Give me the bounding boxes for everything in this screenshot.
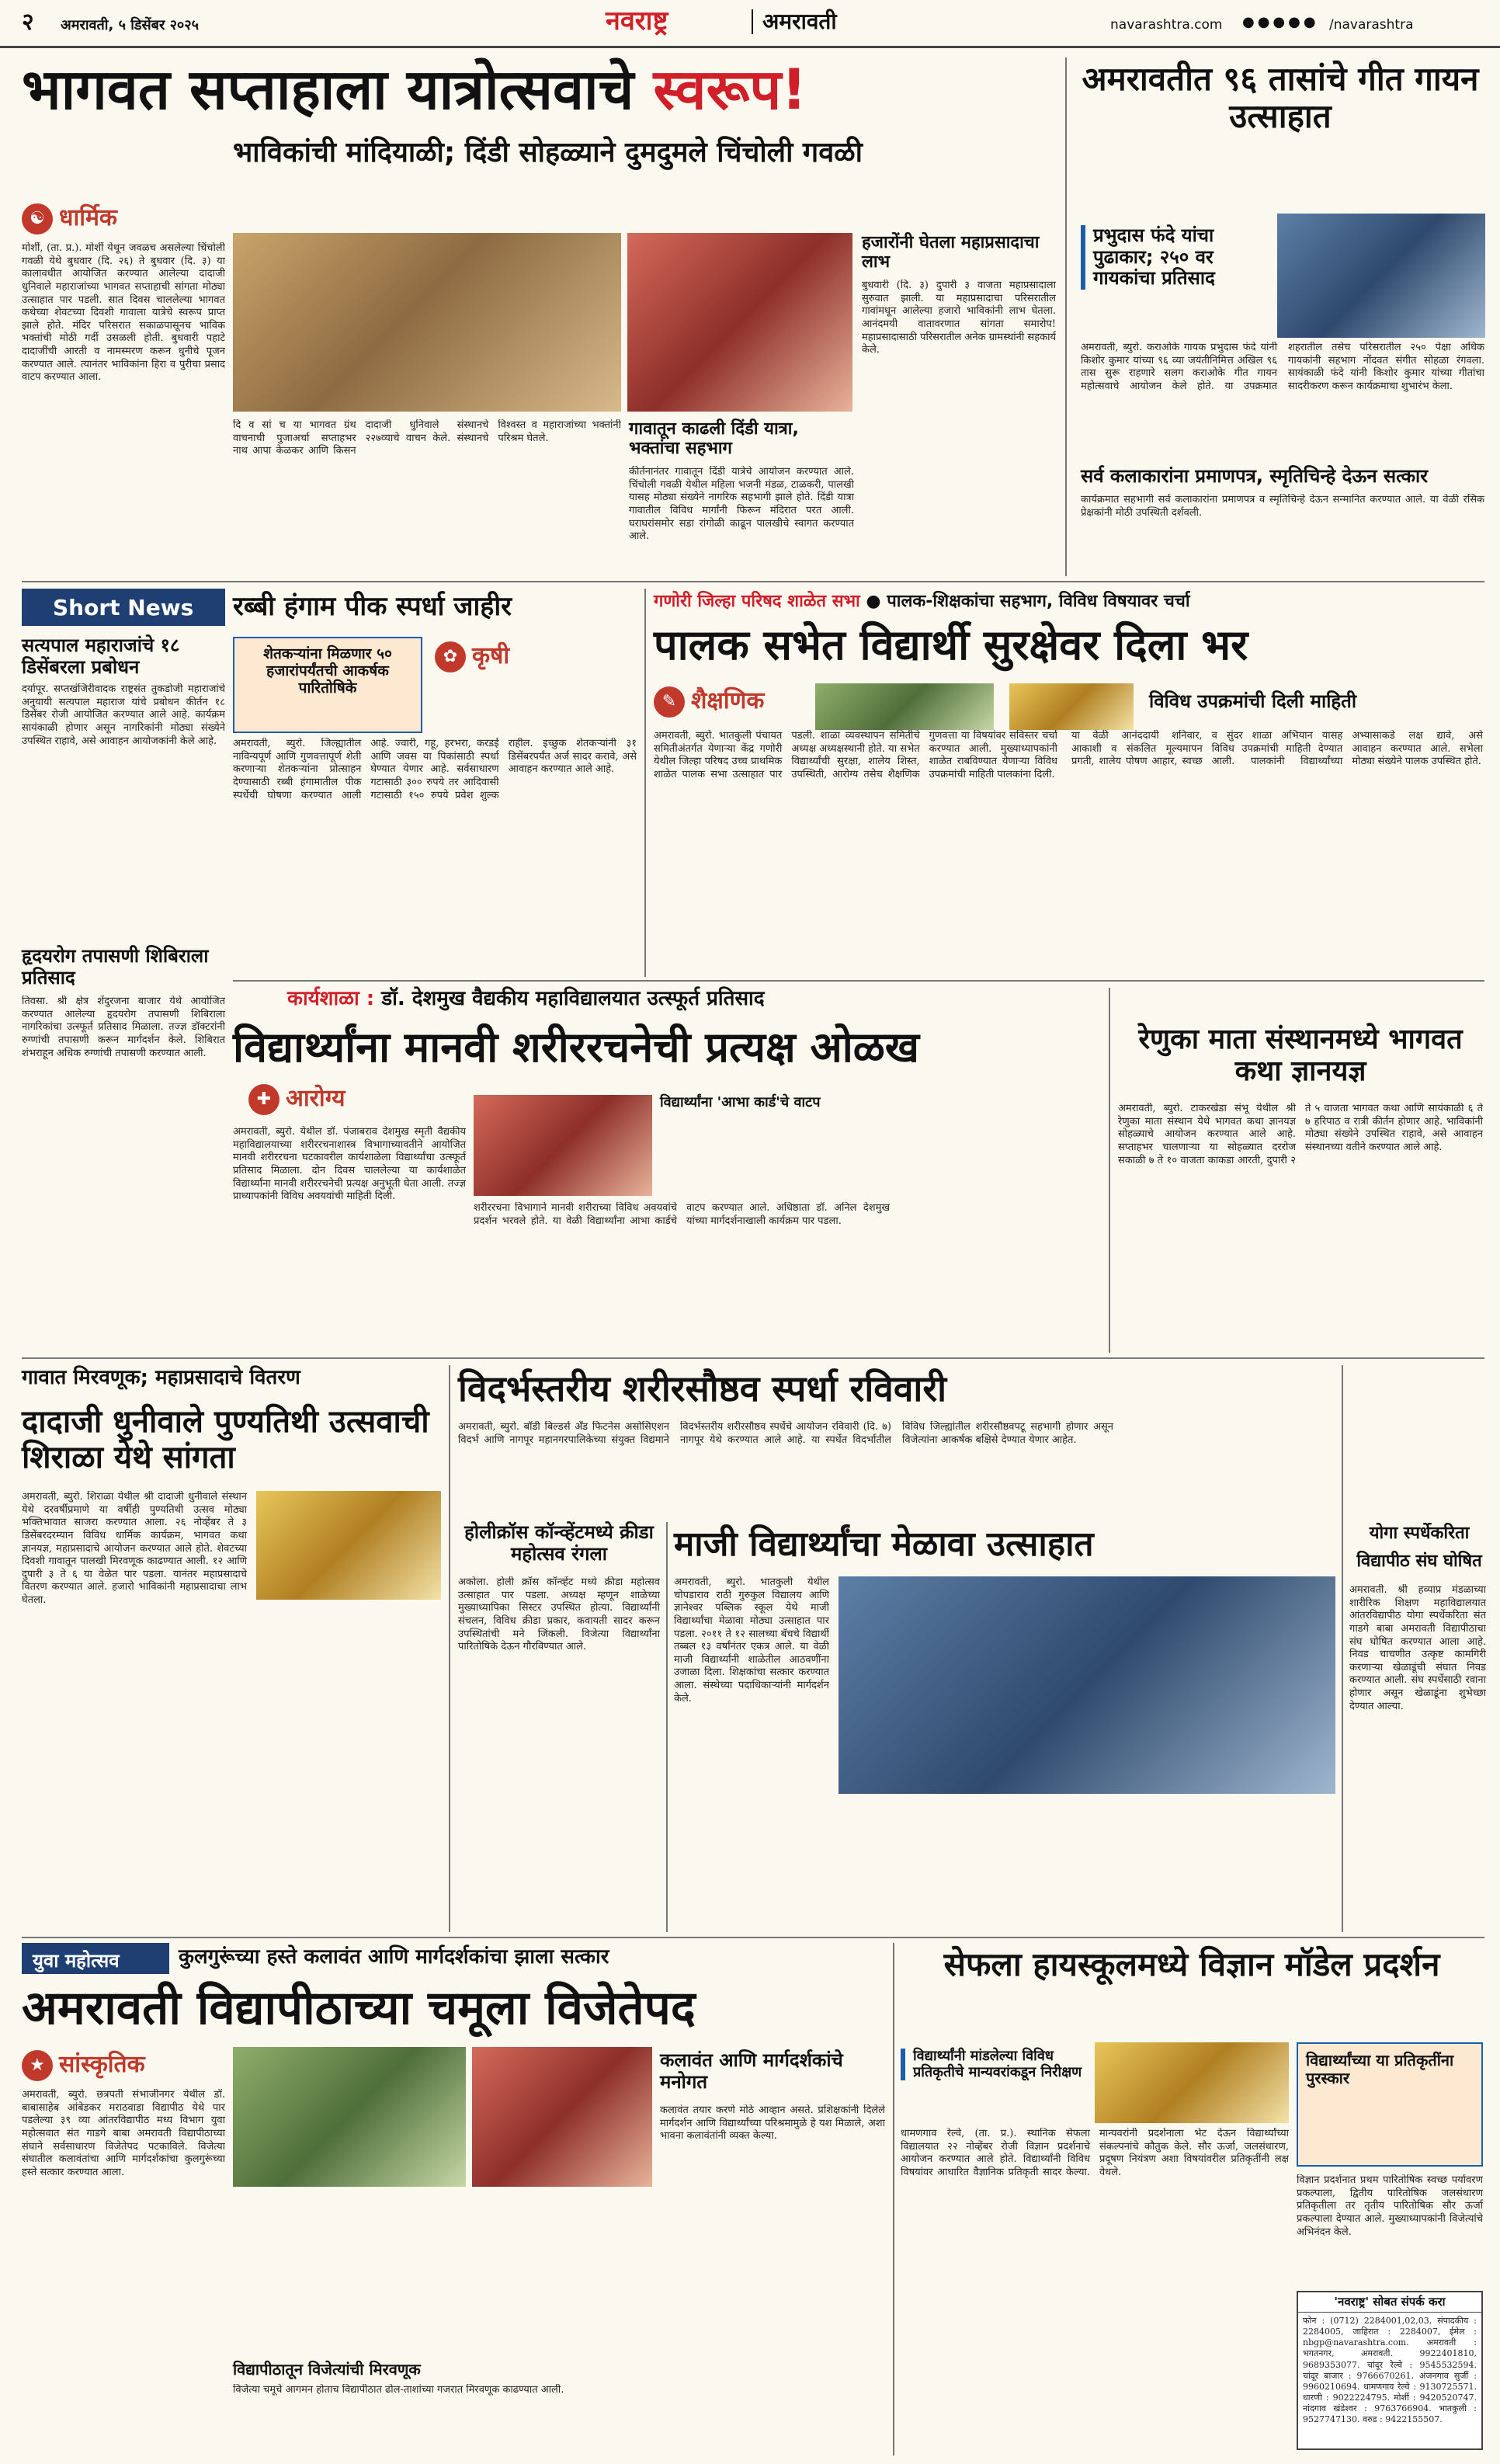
social-icons[interactable]: ●●●●● [1242,14,1319,30]
page-number: २ [22,9,34,36]
agri-body: अमरावती, ब्युरो. जिल्ह्यातील नाविन्यपूर्ण आणि गुणवत्तापूर्ण शेती करणाऱ्या शेतकऱ्यांना प्रोत्साहन देण्यासाठी रब्बी हंगामातील पीक स्पर्धेची घोषणा करण्यात आली आहे. ज्वारी, गहू, हरभरा, करडई आणि जवस या पिकांसाठी स्पर्धा घेण्यात येणार आहे. सर्वसाधारण गटासाठी ३०० रुपये तर आदिवासी गटासाठी १५० रुपये प्रवेश शुल्क राहील. इच्छुक शेतकऱ्यांनी ३१ डिसेंबरपर्यंत अर्ज सादर करावे, असे आवाहन करण्यात आले आहे. [233,738,637,801]
yuva-body-cont [233,2196,652,2351]
alumni-body-2 [839,1800,1335,1926]
agri-headline: रब्बी हंगाम पीक स्पर्धा जाहीर [233,591,512,622]
yuva-body: अमरावती, ब्युरो. छत्रपती संभाजीनगर येथील डॉ. बाबासाहेब आंबेडकर मराठवाडा विद्यापीठ येथे पार पडलेल्या ३९ व्या आंतरविद्यापीठ मध्य विभाग युवा महोत्सवात संत गाडगे बाबा अमरावती विद्यापीठाच्या संघाने सर्वसाधारण विजेतेपद पटकाविले. विजेत्या संघातील कलावंतांचा आणि मार्गदर्शकांचा कुलगुरूंच्या हस्ते सत्कार करण्यात आला. [22,2089,225,2178]
yuva-sub2-body: विजेत्या चमूचे आगमन होताच विद्यापीठात ढोल-ताशांच्या गजरात मिरवणूक काढण्यात आली. [233,2384,564,2396]
yuva-sub-body: कलावंत तयार करणे मोठे आव्हान असते. प्रशिक्षकांनी दिलेले मार्गदर्शन आणि विद्यार्थ्यांच्या परिश्रमामुळे हे यश मिळाले, अशा भावना कलावंतांनी व्यक्त केल्या. [660,2104,885,2143]
music-body: अमरावती, ब्युरो. कराओके गायक प्रभुदास फंदे यांनी किशोर कुमार यांच्या ९६ व्या जयंतीनिमित्त अखिल ९६ तास सुरू राहणारे सलग कराओके गीत गायन महोत्सवाचे आयोजन केले होते. या उपक्रमात शहरातील तसेच परिसरातील २५० पेक्षा अधिक गायकांनी सहभाग नोंदवत संगीत सोहळा रंगवला. सायंकाळी फंदे यांनी किशोर कुमार यांच्या गीतांचा सादरीकरण करून कार्यक्रमाचा शुभारंभ केला. [1081,342,1484,392]
lead-headline-main: भागवत सप्ताहाला यात्रोत्सवाचे [22,57,634,122]
short-news-text: Short News [53,595,194,620]
lead-subhead: भाविकांची मांदियाळी; दिंडी सोहळ्याने दुमदुमले चिंचोली गवळी [233,137,863,169]
holicross-headline: होलीक्रॉस कॉन्व्हेंटमध्ये क्रीडा महोत्सव रंगला [464,1521,654,1565]
yoga-kicker: योगा स्पर्धेकरिता [1369,1524,1470,1543]
renuka-body: अमरावती, ब्युरो. टाकरखेडा संभू येथील श्री रेणुका माता संस्थान येथे भागवत कथा ज्ञानयज्ञ सोहळ्याचे आयोजन करण्यात आले आहे. सप्ताहभर चालणाऱ्या या सोहळ्यात दररोज सकाळी ७ ते १० वाजता काकडा आरती, दुपारी २ ते ५ वाजता भागवत कथा आणि सायंकाळी ६ ते ७ हरिपाठ व रात्री कीर्तन होणार आहे. भाविकांनी मोठ्या संख्येने उपस्थित राहावे, असे आवाहन संस्थानच्या वतीने करण्यात आले आहे. [1118,1103,1483,1166]
edu-sub: विविध उपक्रमांची दिली माहिती [1149,690,1357,712]
sefla-body-2: विज्ञान प्रदर्शनात प्रथम पारितोषिक स्वच्छ पर्यावरण प्रकल्पाला, द्वितीय पारितोषिक जलसंधारण प्रतिकृतीला तर तृतीय पारितोषिक सौर ऊर्जा प्रकल्पाला देण्यात आले. मुख्याध्यापकांनी विजेत्यांचे अभिनंदन केले. [1297,2174,1483,2238]
sefla-photo [1095,2042,1289,2123]
yuva-photo-2 [472,2047,652,2187]
edition-city: अमरावती [752,9,837,34]
short-news-1-body: दर्यापूर. सप्तखंजिरीवादक राष्ट्रसंत तुकडोजी महाराजांचे अनुयायी सत्यपाल महाराज यांचे प्रबोधन कीर्तन १८ डिसेंबर रोजी आयोजित करण्यात आले आहे. कार्यक्रम सायंकाळी होणार असून नागरिकांनी मोठ्या संख्येने उपस्थित राहावे, असे आवाहन आयोजकांनी केले आहे. [22,683,225,747]
lead-sub1-body: कीर्तनानंतर गावातून दिंडी यात्रेचे आयोजन करण्यात आले. चिंचोली गवळी येथील महिला भजनी मंडळ, टाळकरी, पालखी यासह मोठ्या संख्येने नागरिक सहभागी झाले होते. दिंडी यात्रा गावातील विविध मार्गांनी फिरून मंदिरात परत आली. घराघरांसमोर सडा रांगोळी काढून पालखीचे स्वागत करण्यात आले. [629,466,854,543]
folded-hands-icon: ☯ [22,203,53,235]
yuva-sub-title: कलावंत आणि मार्गदर्शकांचे मनोगत [660,2049,843,2093]
sefla-headline: सेफला हायस्कूलमध्ये विज्ञान मॉडेल प्रदर्शन [943,1945,1440,1983]
short-news-label [22,589,225,626]
workshop-kicker: कार्यशाळा : डॉ. देशमुख वैद्यकीय महाविद्यालयात उत्स्फूर्त प्रतिसाद [287,987,765,1010]
contact-title: 'नवराष्ट्र' सोबत संपर्क करा [1298,2292,1481,2313]
health-icon: ✚ [248,1084,280,1115]
workshop-body: अमरावती, ब्युरो. येथील डॉ. पंजाबराव देशमुख स्मृती वैद्यकीय महाविद्यालयाच्या शरीररचनाशास्त्र विभागाच्यावतीने आयोजित मानवी शरीररचना घटकावरील कार्यशाळेला विद्यार्थ्यांचा उत्स्फूर्त प्रतिसाद मिळाला. दोन दिवस चाललेल्या या कार्यशाळेत विद्यार्थ्यांना मानवी शरीररचनेची प्रत्यक्ष अनुभूती घेता आली. तज्ज्ञ प्राध्यापकांनी विविध अवयवांची माहिती दिली. [233,1126,466,1203]
workshop-headline: विद्यार्थ्यांना मानवी शरीररचनेची प्रत्यक्ष ओळख [233,1023,919,1072]
yuva-kicker: कुलगुरूंच्या हस्ते कलावंत आणि मार्गदर्शकांचा झाला सत्कार [179,1945,609,1969]
lead-sub2-title: हजारोंनी घेतला महाप्रसादाचा लाभ [862,233,1040,273]
edu-body: अमरावती, ब्युरो. भातकुली पंचायत समितीअंतर्गत येणाऱ्या केंद्र गणोरी येथील जिल्हा परिषद उच्च प्राथमिक शाळेत पालक सभा उत्साहात पार पडली. शाळा व्यवस्थापन समितीचे अध्यक्ष अध्यक्षस्थानी होते. या सभेत विद्यार्थ्यांची सुरक्षा, शालेय शिस्त, उपस्थिती, आरोग्य तसेच शैक्षणिक गुणवत्ता या विषयांवर सविस्तर चर्चा करण्यात आली. मुख्याध्यापकांनी शाळेत राबविण्यात येणाऱ्या विविध उपक्रमांची माहिती पालकांना दिली. [654,730,1057,780]
holicross-body: अकोला. होली क्रॉस कॉन्व्हेंट मध्ये क्रीडा महोत्सव उत्साहात पार पडला. अध्यक्ष म्हणून शाळेच्या मुख्याध्यापिका सिस्टर उपस्थित होत्या. विद्यार्थ्यांनी संचलन, विविध क्रीडा प्रकार, कवायती सादर करून उपस्थितांची मने जिंकली. विजेत्या विद्यार्थ्यांना पारितोषिके देऊन गौरविण्यात आले. [458,1576,660,1653]
website-url[interactable]: navarashtra.com [1110,17,1223,33]
short-news-2-title: हृदयरोग तपासणी शिबिराला प्रतिसाद [22,945,209,989]
vidarbha-body: अमरावती, ब्युरो. बॉडी बिल्डर्स अँड फिटनेस असोसिएशन विदर्भ आणि नागपूर महानगरपालिकेच्या संयुक्त विद्यमाने विदर्भस्तरीय शरीरसौष्ठव स्पर्धेचे आयोजन रविवारी (दि. ७) नागपूर येथे करण्यात आले आहे. या स्पर्धेत विदर्भातील विविध जिल्ह्यांतील शरीरसौष्ठवपटू सहभागी होणार असून विजेत्यांना आकर्षक बक्षिसे देण्यात येणार आहेत. [458,1421,1113,1446]
yuva-headline: अमरावती विद्यापीठाच्या चमूला विजेतेपद [22,1981,696,2035]
dadaji-kicker: गावात मिरवणूक; महाप्रसादाचे वितरण [22,1366,300,1389]
lead-headline-accent: स्वरूप! [653,57,807,122]
contact-body: फोन : (0712) 2284001,02,03, संपादकीय : 2284005, जाहिरात : 2284007, ईमेल : nbgp@navarashtra.com. अमरावती : भगतनगर, अमरावती. 9922401810, 9689353077. चांदूर रेल्वे : 9545532594. चांदूर बाजार : 9766670261. अंजनगाव सुर्जी : 9960210694. धामणगाव रेल्वे : 9130725571. धारणी : 9022224795. मोर्शी : 9420520747. नांदगाव खंडेश्वर : 9763766904. भातकुली : 9527747130. वरुड : 9422155507. [1303,2316,1477,2424]
sefla-box-1: विद्यार्थ्यांनी मांडलेल्या विविध प्रतिकृतीचे मान्यवरांकडून निरीक्षण [901,2049,1087,2080]
edu-photo-1 [815,683,994,730]
lead-category: ☯ धार्मिक [22,200,117,235]
lead-body: मोर्शी, (ता. प्र.). मोर्शी येथून जवळच असलेल्या चिंचोली गवळी येथे बुधवार (दि. २६) ते बुधवार (दि. ३) या कालावधीत आयोजित करण्यात आलेल्या दादाजी धुनिवाले महाराजांच्या भागवत सप्ताहाची सांगता मोठ्या उत्साहात पार पडली. सात दिवस चाललेल्या भागवत कथेच्या शेवटच्या दिवशी गावाला यात्रेचे स्वरूप प्राप्त झाले होते. मंदिर परिसरात सकाळपासूनच भाविक भक्तांची मोठी गर्दी उसळली होती. बुधवारी पहाटे दादाजींची आरती व नामस्मरण करून धुनीचे पूजन करण्यात आले. त्यानंतर भाविकांना हिरा व पुरीचा प्रसाद वाटप करण्यात आला. [22,242,225,384]
brand-logo: नवराष्ट्र [606,5,668,36]
yuva-photo-1 [233,2047,466,2187]
music-sub-headline: सर्व कलाकारांना प्रमाणपत्र, स्मृतिचिन्हे देऊन सत्कार [1081,465,1429,487]
masthead [0,0,1500,48]
yoga-headline: विद्यापीठ संघ घोषित [1356,1552,1482,1571]
alumni-headline: माजी विद्यार्थ्यांचा मेळावा उत्साहात [674,1524,1094,1564]
workshop-body-2: शरीररचना विभागाने मानवी शरीराच्या विविध अवयवांचे प्रदर्शन भरवले होते. या वेळी विद्यार्थ्यांना आभा कार्डचे वाटप करण्यात आले. अधिष्ठाता डॉ. अनिल देशमुख यांच्या मार्गदर्शनाखाली कार्यक्रम पार पडला. [474,1202,890,1227]
music-sub-body: कार्यक्रमात सहभागी सर्व कलाकारांना प्रमाणपत्र व स्मृतिचिन्हे देऊन सन्मानित करण्यात आले. या वेळी रसिक प्रेक्षकांनी मोठी उपस्थिती दर्शवली. [1081,494,1484,519]
lead-sub2-body: बुधवारी (दि. ३) दुपारी ३ वाजता महाप्रसादाला सुरुवात झाली. या महाप्रसादाचा परिसरातील गावांमधून आलेल्या हजारो भाविकांनी लाभ घेतला. आनंदमयी वातावरणात सांगता समारोप! महाप्रसादासाठी परिसरातील अनेक ग्रामस्थांनी सहकार्य केले. [862,280,1056,356]
edu-headline: पालक सभेत विद्यार्थी सुरक्षेवर दिला भर [654,620,1248,669]
alumni-photo [839,1576,1335,1794]
yoga-body: अमरावती. श्री हव्याप्र मंडळाच्या शारीरिक शिक्षण महाविद्यालयात आंतरविद्यापीठ योगा स्पर्धेकरिता संत गाडगे बाबा अमरावती विद्यापीठाचा संघ घोषित करण्यात आला आहे. निवड चाचणीत उत्कृष्ट कामगिरी करणाऱ्या खेळाडूंची संघात निवड करण्यात आली. संघ स्पर्धेसाठी रवाना होणार असून खेळाडूंना शुभेच्छा देण्यात आल्या. [1349,1584,1486,1712]
sefla-box-2: विद्यार्थ्यांच्या या प्रतिकृतींना पुरस्कार [1297,2042,1483,2167]
workshop-category: ✚ आरोग्य [248,1081,345,1115]
plant-icon: ✿ [435,641,466,672]
dadaji-body-cont [256,1607,441,1926]
music-subhead: प्रभुदास फंदे यांचा पुढाकार; २५० वर गायकांचा प्रतिसाद [1081,225,1267,290]
pencil-icon: ✎ [654,686,685,718]
dadaji-headline: दादाजी धुनीवाले पुण्यतिथी उत्सवाची शिराळा येथे सांगता [22,1404,429,1475]
short-news-1-title: सत्यपाल महाराजांचे १८ डिसेंबरला प्रबोधन [22,634,180,678]
agri-highlight-box: शेतकऱ्यांना मिळणार ५० हजारांपर्यंतची आकर्षक पारितोषिके [233,637,422,733]
yuva-label: युवा महोत्सव [22,1943,169,1974]
alumni-body: अमरावती, ब्युरो. भातकुली येथील चोपडाराव राठी गुरुकुल विद्यालय आणि ज्ञानेश्वर पब्लिक स्कूल येथे माजी विद्यार्थ्यांचा मेळावा मोठ्या उत्साहात पार पडला. २०११ ते १२ सालच्या बॅचचे विद्यार्थी तब्बल १३ वर्षांनंतर एकत्र आले. या वेळी माजी विद्यार्थ्यांनी शाळेतील आठवणींना उजाळा दिला. शिक्षकांचा सत्कार करण्यात आला. संस्थेच्या पदाधिकाऱ्यांनी मार्गदर्शन केले. [674,1576,829,1705]
lead-photo-temple [627,233,852,412]
agri-category: ✿ कृषी [435,638,509,672]
theatre-masks-icon: ★ [22,2050,53,2081]
vidarbha-headline: विदर्भस्तरीय शरीरसौष्ठव स्पर्धा रविवारी [458,1368,947,1409]
issue-date: अमरावती, ५ डिसेंबर २०२५ [61,17,200,33]
music-photo [1277,214,1485,338]
music-headline: अमरावतीत ९६ तासांचे गीत गायन उत्साहात [1082,60,1479,136]
workshop-photo [474,1095,652,1196]
yuva-category: ★ सांस्कृतिक [22,2047,145,2081]
contact-box [1297,2291,1483,2450]
short-news-2-body: तिवसा. श्री क्षेत्र शेंदुरजना बाजार येथे आयोजित करण्यात आलेल्या हृदयरोग तपासणी शिबिराला नागरिकांचा उत्स्फूर्त प्रतिसाद मिळाला. तज्ज्ञ डॉक्टरांनी रुग्णांची तपासणी करून मार्गदर्शन केले. शिबिरात शंभराहून अधिक रुग्णांची तपासणी करण्यात आली. [22,996,225,1059]
lead-headline [22,57,1054,122]
sefla-body: धामणगाव रेल्वे, (ता. प्र.). स्थानिक सेफला विद्यालयात २२ नोव्हेंबर रोजी विज्ञान प्रदर्शनाचे आयोजन करण्यात आले होते. विद्यार्थ्यांनी विविध विषयांवर आधारित वैज्ञानिक प्रतिकृती सादर केल्या. मान्यवरांनी प्रदर्शनाला भेट देऊन विद्यार्थ्यांच्या संकल्पनांचे कौतुक केले. सौर ऊर्जा, जलसंधारण, प्रदूषण नियंत्रण अशा विषयांवरील प्रतिकृतींनी लक्ष वेधले. [901,2128,1289,2178]
dadaji-body: अमरावती, ब्युरो. शिराळा येथील श्री दादाजी धुनीवाले संस्थान येथे दरवर्षीप्रमाणे या वर्षीही पुण्यतिथी उत्सव मोठ्या भक्तिभावात साजरा करण्यात आला. २६ नोव्हेंबर ते ३ डिसेंबरदरम्यान विविध धार्मिक कार्यक्रम, भागवत कथा ज्ञानयज्ञ, महाप्रसादाचे आयोजन करण्यात आले होते. शेवटच्या दिवशी गावातून पालखी मिरवणूक काढण्यात आली. १२ आणि दुपारी ३ ते ६ या वेळेत पार पडला. यानंतर महाप्रसादाचे वितरण करण्यात आले. हजारो भाविकांनी महाप्रसादाचा लाभ घेतला. [22,1491,247,1606]
workshop-caption: विद्यार्थ्यांना 'आभा कार्ड'चे वाटप [660,1094,821,1110]
lead-body-2: दि व सां च या भागवत ग्रंथ वाचनाची पुजाअर्चा सप्ताहभर नाथ आपा केळकर आणि किसन दादाजी धुनिवाले संस्थानचे २२७व्याचे वाचन केले. संस्थानचे विश्वस्त व महाराजांच्या भक्तांनी परिश्रम घेतले. [233,419,621,457]
edu-kicker: गणोरी जिल्हा परिषद शाळेत सभा ● पालक-शिक्षकांचा सहभाग, विविध विषयावर चर्चा [654,592,1190,611]
lead-sub1-title: गावातून काढली दिंडी यात्रा, भक्तांचा सहभाग [629,419,799,459]
lead-photo-procession [233,233,621,412]
social-handle[interactable]: /navarashtra [1329,17,1414,33]
yuva-sub2-title: विद्यापीठातून विजेत्यांची मिरवणूक [233,2360,421,2379]
edu-body-2: या वेळी आनंददायी शनिवार, आकाशी व संकलित मूल्यमापन प्रगती, शालेय पोषण आहार, स्वच्छ व सुंदर शाळा अभियान यासह विविध उपक्रमांची माहिती देण्यात आली. पालकांनी विद्यार्थ्यांच्या अभ्यासाकडे लक्ष द्यावे, असे आवाहन करण्यात आले. सभेला मोठ्या संख्येने पालक उपस्थित होते. [1071,730,1483,768]
renuka-headline: रेणुका माता संस्थानमध्ये भागवत कथा ज्ञानयज्ञ [1138,1023,1463,1088]
edu-photo-2 [1009,683,1134,730]
edu-category: ✎ शैक्षणिक [654,683,764,718]
dadaji-photo [256,1491,441,1600]
